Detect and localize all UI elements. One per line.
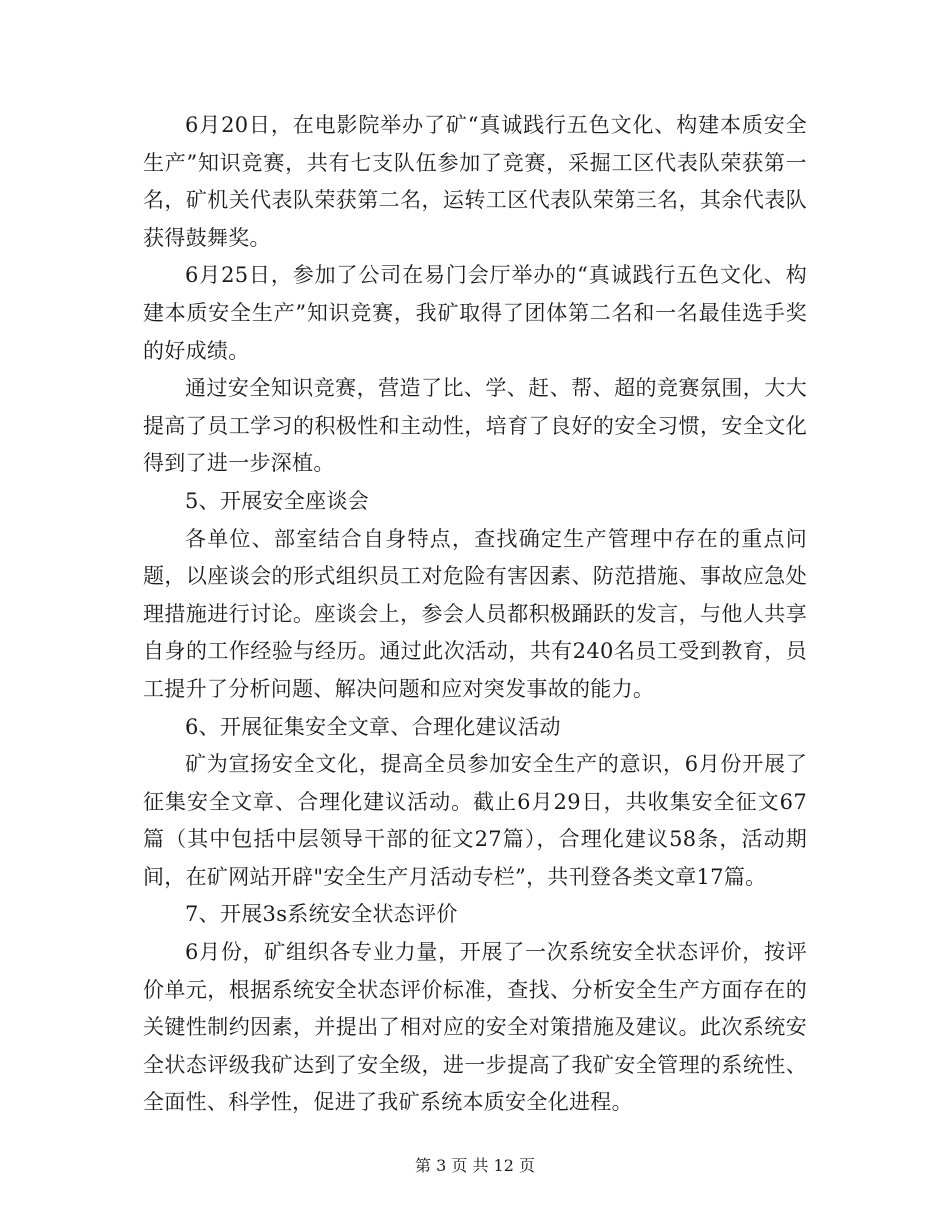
paragraph-safety-forum: 各单位、部室结合自身特点，查找确定生产管理中存在的重点问题，以座谈会的形式组织员工对危险有害因素、防范措施、事故应急处理措施进行讨论。座谈会上，参会人员都积极踊跃的发言，与他人共享自身的工作经验与经历。通过此次活动，共有240名员工受到教育，员工提升了分析问题、解决问题和应对突发事故的能力。 xyxy=(143,526,807,701)
heading-safety-forum: 5、开展安全座谈会 xyxy=(185,488,370,513)
heading-3s-evaluation: 7、开展3s系统安全状态评价 xyxy=(185,902,458,927)
document-body xyxy=(143,107,807,1122)
paragraph-quiz-june-25: 6月25日，参加了公司在易门会厅举办的“真诚践行五色文化、构建本质安全生产”知识竞赛，我矿取得了团体第二名和一名最佳选手奖的好成绩。 xyxy=(143,263,807,363)
page-number-footer: 第 3 页 共 12 页 xyxy=(415,1156,535,1175)
heading-article-collection: 6、开展征集安全文章、合理化建议活动 xyxy=(185,714,561,739)
paragraph-article-collection: 矿为宣扬安全文化，提高全员参加安全生产的意识，6月份开展了征集安全文章、合理化建议活动。截止6月29日，共收集安全征文67篇（其中包括中层领导干部的征文27篇），合理化建议58条，活动期间，在矿网站开辟"安全生产月活动专栏”，共刊登各类文章17篇。 xyxy=(143,752,807,889)
paragraph-quiz-summary: 通过安全知识竞赛，营造了比、学、赶、帮、超的竞赛氛围，大大提高了员工学习的积极性和主动性，培育了良好的安全习惯，安全文化得到了进一步深植。 xyxy=(143,376,807,476)
paragraph-quiz-june-20: 6月20日，在电影院举办了矿“真诚践行五色文化、构建本质安全生产”知识竞赛，共有七支队伍参加了竞赛，采掘工区代表队荣获第一名，矿机关代表队荣获第二名，运转工区代表队荣第三名，其余代表队获得鼓舞奖。 xyxy=(143,113,807,250)
paragraph-3s-evaluation: 6月份，矿组织各专业力量，开展了一次系统安全状态评价，按评价单元，根据系统安全状态评价标准，查找、分析安全生产方面存在的关键性制约因素，并提出了相对应的安全对策措施及建议。此次系统安全状态评级我矿达到了安全级，进一步提高了我矿安全管理的系统性、全面性、科学性，促进了我矿系统本质安全化进程。 xyxy=(143,940,807,1115)
